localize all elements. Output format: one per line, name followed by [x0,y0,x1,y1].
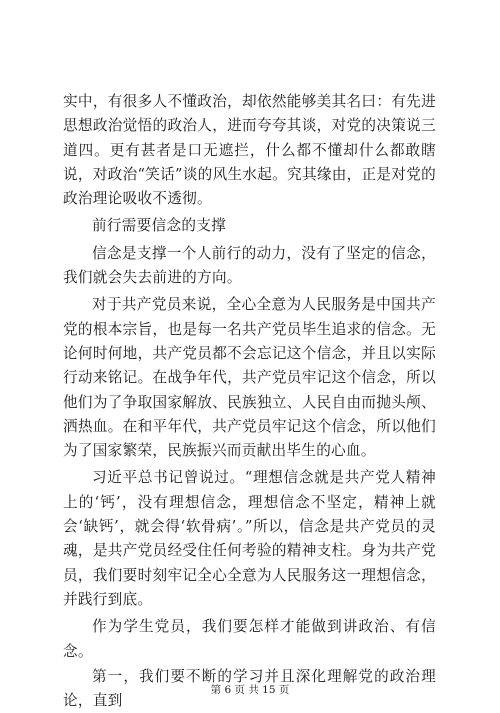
paragraph-2: 信念是支撑一个人前行的动力，没有了坚定的信念，我们就会失去前进的方向。 [63,244,436,287]
paragraph-1: 实中，有很多人不懂政治，却依然能够美其名曰：有先进思想政治觉悟的政治人，进而夸夸其谈，对党的决策说三道四。更有甚者是口无遮拦，什么都不懂却什么都敢瞎说，对政治“笑话”谈的风生水起。究其缘由，正是对党的政治理论吸收不透彻。 [63,93,436,208]
paragraph-3: 对于共产党员来说，全心全意为人民服务是中国共产党的根本宗旨，也是每一名共产党员毕生追求的信念。无论何时何地，共产党员都不会忘记这个信念，并且以实际行动来铭记。在战争年代，共产党员牢记这个信念，所以他们为了争取国家解放、民族独立、人民自由而抛头颅、洒热血。在和平年代，共产党员牢记这个信念，所以他们为了国家繁荣，民族振兴而贡献出毕生的心血。 [63,296,436,460]
paragraph-4: 习近平总书记曾说过。“理想信念就是共产党人精神上的‘钙’，没有理想信念，理想信念不坚定，精神上就会‘缺钙’，就会得‘软骨病’。”所以，信念是共产党员的灵魂，是共产党员经受住任何考验的精神支柱。身为共产党员，我们要时刻牢记全心全意为人民服务这一理想信念，并践行到底。 [63,469,436,608]
paragraph-6: 第一，我们要不断的学习并且深化理解党的政治理论，直到 [63,667,436,710]
page-number-footer: 第 6 页 共 15 页 [210,684,290,696]
paragraph-5: 作为学生党员，我们要怎样才能做到讲政治、有信念。 [63,618,436,660]
section-heading: 前行需要信念的支撑 [92,217,227,235]
document-body [63,90,436,713]
